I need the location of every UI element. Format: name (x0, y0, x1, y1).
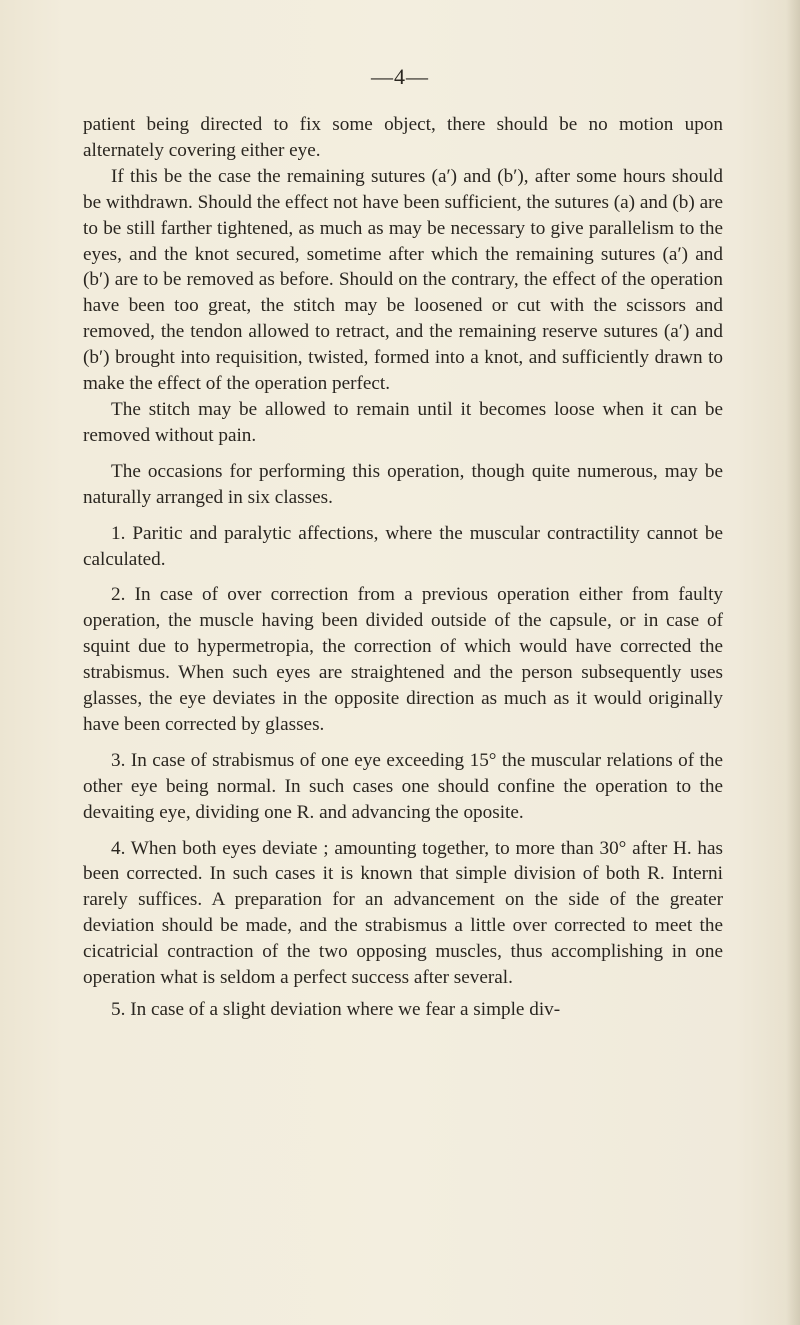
list-item-class-3: 3. In case of strabismus of one eye exceeding 15° the muscular relations of the other eye being normal. In such cases one should confine the operation to the devaiting eye, dividing one R. and advancing the oposite. (83, 749, 723, 823)
list-item-class-4: 4. When both eyes deviate ; amounting together, to more than 30° after H. has been corrected. In such cases it is known that simple division of both R. Interni rarely suffices. A preparation for an advancement on the side of the greater deviation should be made, and the strabismus a little over corrected to meet the cicatricial contraction of the two opposing muscles, thus accomplishing in one operation what is seldom a perfect success after several. (83, 837, 723, 989)
paragraph-continuation: patient being directed to fix some object, there should be no motion upon alternately covering either eye. (83, 114, 723, 161)
list-item-class-5: 5. In case of a slight deviation where we fear a simple div- (111, 999, 561, 1020)
page-number: —4— (371, 64, 429, 89)
list-item-class-2: 2. In case of over correction from a previous operation either from faulty operation, the muscle having been divided outside of the capsule, or in case of squint due to hypermetropia, the correction of which would have corrected the strabismus. When such eyes are straightened and the person subsequently uses glasses, the eye deviates in the opposite direction as much as it would originally have been corrected by glasses. (83, 584, 723, 735)
paragraph-sutures: If this be the case the remaining sutures (a′) and (b′), after some hours should be withdrawn. Should the effect not have been sufficient, the sutures (a) and (b) are to be still farther tightened, as much as may be necessary to give parallelism to the eyes, and the knot secured, sometime after which the remaining sutures (a′) and (b′) are to be removed as before. Should on the contrary, the effect of the operation have been too great, the stitch may be loosened or cut with the scissors and removed, the tendon allowed to retract, and the remaining reserve sutures (a′) and (b′) brought into requisition, twisted, formed into a knot, and sufficiently drawn to make the effect of the operation perfect. (83, 165, 723, 395)
list-item-class-1: 1. Paritic and paralytic affections, where the muscular contractility cannot be calculated. (83, 522, 723, 570)
page-body-text (83, 112, 723, 1023)
paragraph-occasions: The occasions for performing this operation, though quite numerous, may be naturally arranged in six classes. (83, 460, 723, 508)
paragraph-stitch: The stitch may be allowed to remain until it becomes loose when it can be removed without pain. (83, 398, 723, 446)
page-edge-shadow (786, 0, 800, 1325)
